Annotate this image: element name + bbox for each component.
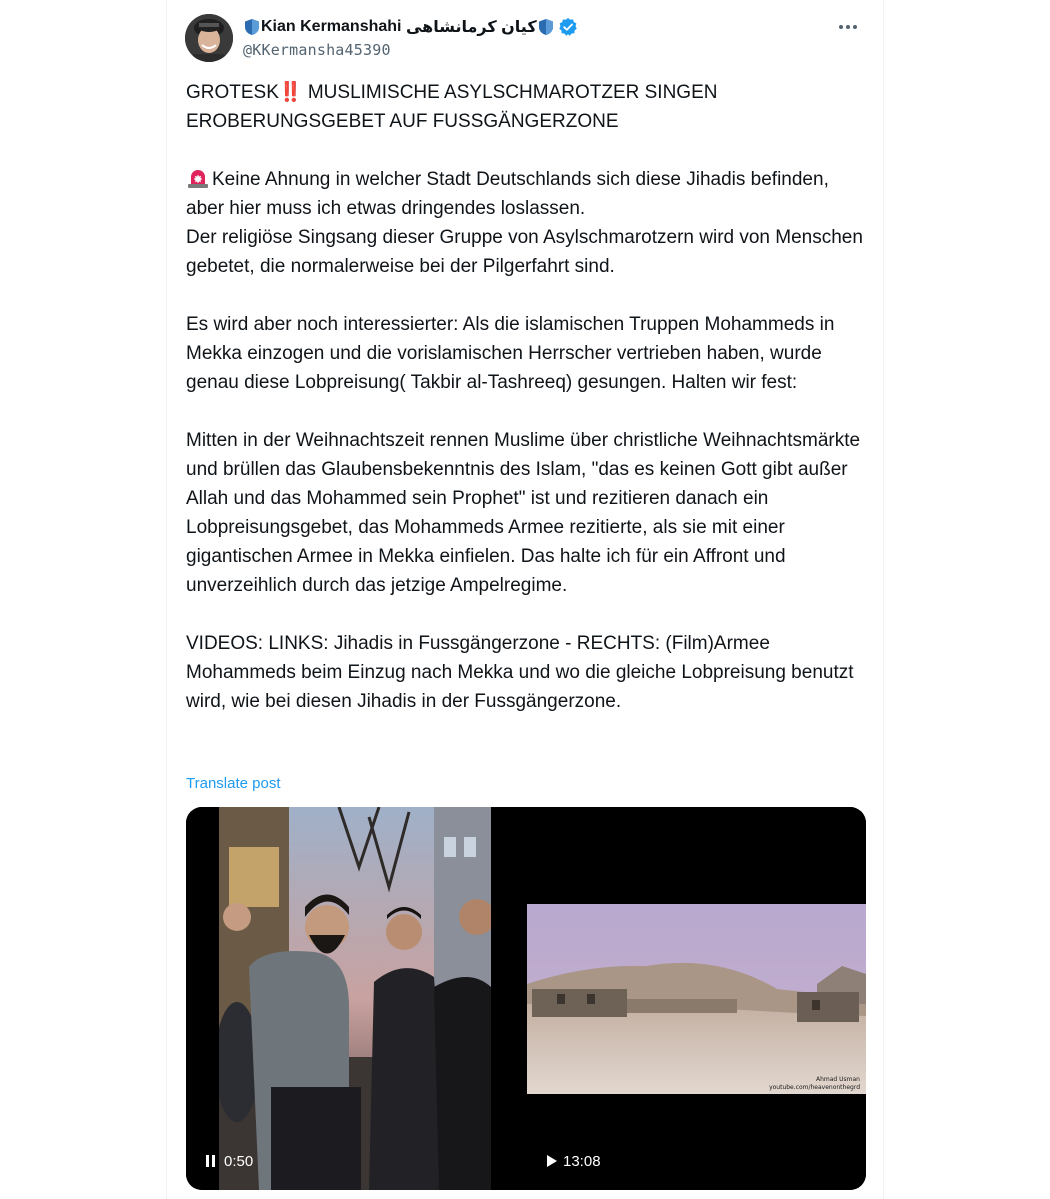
post-paragraph-2b: Der religiöse Singsang dieser Gruppe von Asylschmarotzern wird von Menschen gebetet, die normalerweise bei der Pilgerfahrt sind. (186, 227, 863, 277)
post-paragraph-5: VIDEOS: LINKS: Jihadis in Fussgängerzone - RECHTS: (Film)Armee Mohammeds beim Einzug nach Mekka und wo die gleiche Lobpreisung benutzt wird, wie bei diesen Jihadis in der Fussgängerzone. (186, 633, 854, 712)
post-paragraph-1: GROTESK‼️ MUSLIMISCHE ASYLSCHMAROTZER SINGEN EROBERUNGSGEBET AUF FUSSGÄNGERZONE (186, 82, 718, 132)
post-paragraph-2: Keine Ahnung in welcher Stadt Deutschlands sich diese Jihadis befinden, aber hier muss ich etwas dringendes loslassen. (186, 169, 829, 219)
video-left-frame (219, 807, 491, 1190)
avatar[interactable] (185, 14, 233, 62)
author-name: Kian Kermanshahi (261, 18, 402, 35)
double-exclamation-icon: ‼️ (278, 82, 303, 103)
display-name[interactable] (243, 16, 578, 38)
more-options-icon[interactable] (831, 14, 865, 40)
shield-icon (538, 18, 554, 36)
tweet-card (166, 0, 884, 1199)
translate-post-link[interactable]: Translate post (186, 775, 281, 792)
author-handle[interactable]: @KKermansha45390 (243, 41, 391, 59)
video-left-time: 0:50 (224, 1152, 254, 1170)
tweet-header (185, 14, 869, 64)
author-names (243, 16, 578, 59)
video-right[interactable] (527, 807, 866, 1190)
video-right-frame (527, 904, 866, 1094)
video-left-time-badge[interactable] (200, 1148, 261, 1174)
video-right-time: 13:08 (563, 1152, 601, 1170)
video-right-time-badge[interactable] (541, 1148, 609, 1174)
post-paragraph-4: Mitten in der Weihnachtszeit rennen Muslime über christliche Weihnachtsmärkte und brüllen das Glaubensbekenntnis des Islam, "das es keinen Gott gibt außer Allah und das Mohammed sein Prophet" ist und rezitieren danach ein Lobpreisungsgebet, das Mohammeds Armee rezitierte, als sie mit einer gigantischen Armee in Mekka einfielen. Das halte ich für ein Affront und unverzeihlich durch das jetzige Ampelregime. (186, 430, 861, 596)
watermark: Ahmad Usman youtube.com/heavenonthegrd (769, 1076, 860, 1091)
verified-badge-icon (558, 17, 578, 37)
pause-icon[interactable] (206, 1155, 218, 1167)
shield-icon (244, 18, 260, 36)
post-paragraph-3: Es wird aber noch interessierter: Als die islamischen Truppen Mohammeds in Mekka einzogen und die vorislamischen Herrscher vertrieben haben, wurde genau diese Lobpreisung( Takbir al-Tashreeq) gesungen. Halten wir fest: (186, 314, 835, 393)
video-left[interactable] (186, 807, 525, 1190)
play-icon[interactable] (547, 1155, 557, 1167)
siren-icon (186, 167, 210, 189)
author-name-persian: کیان کرمانشاهی (405, 19, 537, 36)
media-grid (186, 807, 866, 1190)
post-text (186, 78, 866, 716)
